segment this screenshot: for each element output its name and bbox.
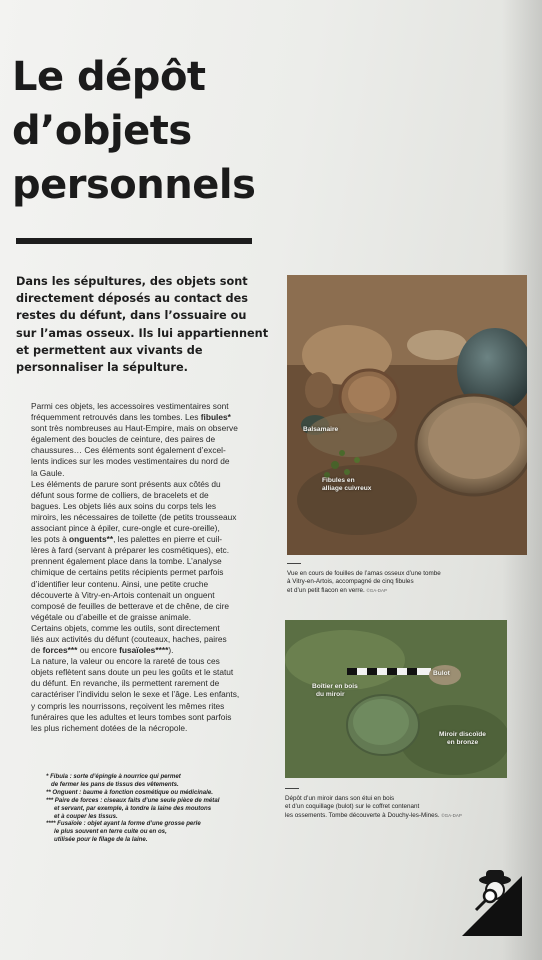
bowl-contents (428, 403, 520, 479)
body-line: sont très nombreuses au Haut-Empire, mais on observe (31, 423, 238, 434)
body-line: végétale ou d’abeille et de graisse animale. (31, 611, 192, 622)
excavation-photo-1-drawing (287, 275, 527, 555)
body-line: funéraires que les adultes et leurs tombes sont parfois (31, 711, 232, 722)
footnote-line: *** Paire de forces : ciseaux faits d’une seule pièce de métal (46, 796, 220, 804)
body-line: associant pince à épiler, cure-ongle et cure-oreille), (31, 523, 220, 534)
intro-line: et permettent aux vivants de (16, 343, 203, 357)
bone-fragment (407, 330, 467, 360)
small-flask (305, 372, 333, 408)
intro-line: sur l’amas osseux. Ils lui appartiennent (16, 326, 269, 340)
body-line: lents indices sur les modes vestimentaires du nord de (31, 456, 230, 467)
label-boitier-line-2: du miroir (316, 691, 345, 698)
body-line: du défunt. En revanche, ils permettent rarement de (31, 678, 220, 689)
body-line: de forces*** ou encore fusaïoles****). (31, 645, 174, 656)
archaeologist-mascot-icon (462, 866, 522, 936)
intro-line: directement déposés au contact des (16, 292, 249, 306)
title-line-1: Le dépôt (12, 54, 206, 100)
body-line: La nature, la valeur ou encore la rareté de tous ces (31, 656, 220, 667)
soil-patch (285, 630, 405, 690)
caption-line: Vue en cours de fouilles de l’amas osseux d’une tombe (287, 570, 441, 577)
fibula (331, 461, 339, 469)
intro-line: Dans les sépultures, des objets sont (16, 275, 248, 288)
label-bulot: Bulot (433, 670, 450, 677)
body-line: objets reflètent sans doute un peu les goûts et le statut (31, 667, 234, 678)
label-miroir-line-1: Miroir discoïde (439, 731, 486, 738)
body-line: fréquemment retrouvés dans les tombes. Les fibules* (31, 412, 231, 423)
caption-line: et d’un petit flacon en verre. (287, 586, 365, 594)
photo-1-caption (287, 570, 527, 595)
title-rule (16, 238, 252, 244)
photo-credit: ©GA-DAP (366, 587, 388, 593)
body-line: les plus richement dotées de la nécropole. (31, 722, 188, 733)
body-line: chaussures… Ces éléments sont également d’excel- (31, 445, 226, 456)
footnote-line: utilisée pour le filage de la laine. (54, 836, 148, 844)
bone-mass (307, 413, 397, 457)
label-fibules-line-1: Fibules en (322, 477, 355, 484)
excavation-photo-mirror (285, 620, 507, 778)
fibula (339, 450, 345, 456)
scale-bar (347, 668, 431, 675)
footnote-line: de fermer les pans de tissus des vêtements. (51, 780, 179, 788)
body-line: la Gaule. (31, 467, 65, 478)
body-text (31, 401, 281, 734)
fibula (354, 457, 360, 463)
body-line: prennent également place dans la tombe. L’analyse (31, 556, 222, 567)
caption-line-with-credit (285, 812, 515, 820)
excavation-photo-2-drawing (285, 620, 507, 778)
panel-title (12, 50, 282, 212)
title-line-2: d’objets (12, 108, 192, 154)
caption-line: et d’un coquillage (bulot) sur le coffret contenant (285, 803, 420, 811)
caption-rule (285, 788, 299, 789)
body-line: caractériser l’individu selon le sexe et l’âge. Les enfants, (31, 689, 240, 700)
label-balsamaire: Balsamaire (303, 426, 339, 433)
body-line: miroirs, les nécessaires de toilette (de petits trousseaux (31, 511, 237, 522)
body-line: d’identifier leur contenu. Ainsi, une petite cruche (31, 578, 209, 589)
small-pot-rim (348, 376, 390, 412)
body-line: y compris les nourrissons, reçoivent les mêmes rites (31, 700, 225, 711)
caption-rule (287, 563, 301, 564)
body-line: bagues. Les objets liés aux soins du corps tels les (31, 500, 217, 511)
body-line: Parmi ces objets, les accessoires vestimentaires sont (31, 401, 229, 411)
footnote-line: le plus souvent en terre cuite ou en os, (54, 828, 167, 836)
footnote-line: **** Fusaïole : objet ayant la forme d’une grosse perle (46, 820, 201, 828)
intro-paragraph (16, 273, 269, 376)
body-line: Les éléments de parure sont présents aux côtés du (31, 478, 221, 489)
photo-credit: ©GA-DAP (441, 812, 462, 818)
label-boitier-line-1: Boîtier en bois (312, 683, 358, 690)
footnote-line: et à couper les tissus. (54, 812, 118, 820)
footnote-line: ** Onguent : baume à fonction cosmétique ou médicinale. (46, 788, 213, 796)
caption-line: à Vitry-en-Artois, accompagné de cinq fibules (287, 578, 414, 586)
footnotes (46, 773, 276, 844)
caption-line: les ossements. Tombe découverte à Douchy-les-Mines. (285, 811, 440, 819)
body-line: défunt sous forme de colliers, de bracelets et de (31, 489, 209, 500)
body-line: liés aux activités du défunt (couteaux, haches, paires (31, 633, 227, 644)
mirror-surface (353, 699, 409, 745)
fibula (344, 469, 350, 475)
soil-area (297, 465, 417, 535)
body-line: lères à fard (servant à préparer les cosmétiques), etc. (31, 545, 230, 556)
footnote-line: * Fibula : sorte d’épingle à nourrice qui permet (46, 773, 181, 780)
body-line: chimique de certains petits récipients permet parfois (31, 567, 224, 578)
caption-line-with-credit (287, 587, 527, 595)
body-line: composé de feuilles de betterave et de chêne, de cire (31, 600, 230, 611)
intro-line: restes du défunt, dans l’ossuaire ou (16, 309, 247, 323)
label-miroir-line-2: en bronze (447, 739, 479, 746)
intro-line: personnaliser la sépulture. (16, 361, 188, 375)
footnote-line: et servant, par exemple, à tondre la laine des moutons (54, 804, 212, 812)
body-line: également des boucles de ceinture, des paires de (31, 434, 216, 445)
label-fibules-line-2: alliage cuivreux (322, 485, 372, 492)
excavation-photo-fibulae (287, 275, 527, 555)
body-line: Certains objets, comme les outils, sont directement (31, 622, 220, 633)
title-line-3: personnels (12, 162, 256, 208)
body-line: les pots à onguents**, les palettes en pierre et cuil- (31, 534, 223, 545)
caption-line: Dépôt d’un miroir dans son étui en bois (285, 795, 395, 802)
photo-2-caption (285, 795, 515, 820)
body-line: découverte à Vitry-en-Artois contenait un onguent (31, 589, 215, 600)
